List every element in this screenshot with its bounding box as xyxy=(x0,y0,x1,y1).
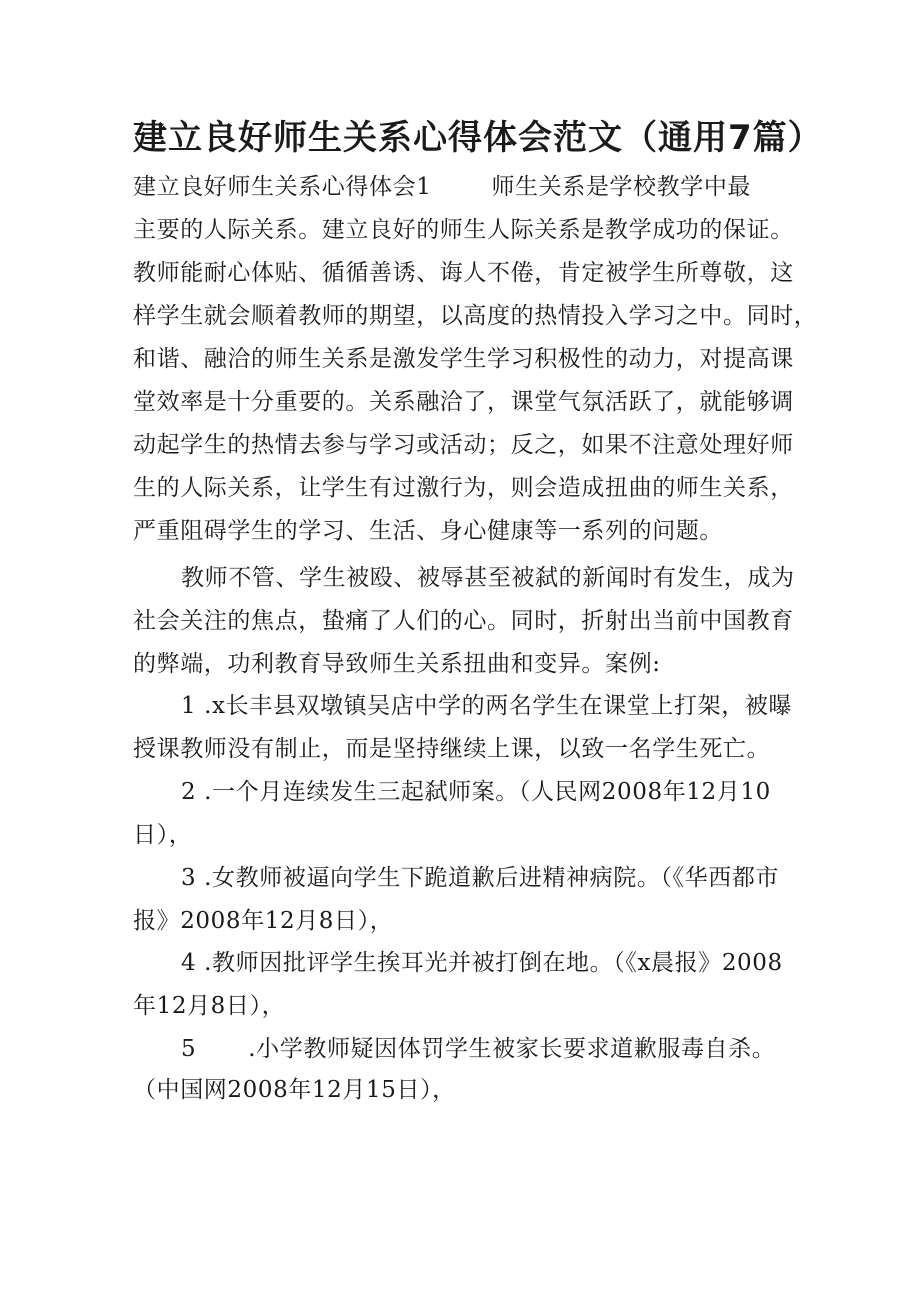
list-item-line: 日）， xyxy=(133,822,193,848)
paragraph-line: 教师不管、学生被殴、被辱甚至被弑的新闻时有发生，成为 xyxy=(181,565,795,591)
paragraph-line: 的弊端，功利教育导致师生关系扭曲和变异。案例: xyxy=(133,651,661,677)
list-number: 5 xyxy=(181,1036,197,1062)
paragraph-line: 教师能耐心体贴、循循善诱、诲人不倦，肯定被学生所尊敬，这 xyxy=(133,260,794,286)
list-item-line: 报》2008年12月8日）， xyxy=(133,908,394,934)
list-item-line: 授课教师没有制止，而是坚持继续上课，以致一名学生死亡。 xyxy=(133,736,771,762)
list-item-line: 2 .一个月连续发生三起弑师案。（人民网2008年12月10 xyxy=(181,779,771,805)
paragraph-line: 样学生就会顺着教师的期望，以高度的热情投入学习之中。同时， xyxy=(133,303,818,329)
paragraph-line: 严重阻碍学生的学习、生活、身心健康等一系列的问题。 xyxy=(133,518,723,544)
section-heading: 建立良好师生关系心得体会1 xyxy=(133,174,432,200)
list-item-line: 4 .教师因批评学生挨耳光并被打倒在地。（《x晨报》2008 xyxy=(181,950,783,976)
document-title: 建立良好师生关系心得体会范文（通用7篇） xyxy=(133,118,823,158)
list-item-line: 年12月8日）， xyxy=(133,993,286,1019)
paragraph-line: 生的人际关系，让学生有过激行为，则会造成扭曲的师生关系， xyxy=(133,475,794,501)
paragraph-line: 社会关注的焦点，蛰痛了人们的心。同时，折射出当前中国教育 xyxy=(133,608,794,634)
list-item-line: （中国网2008年12月15日）， xyxy=(133,1077,456,1103)
list-item-line: 1 .x长丰县双墩镇吴店中学的两名学生在课堂上打架，被曝 xyxy=(181,693,793,719)
paragraph-line: 动起学生的热情去参与学习或活动；反之，如果不注意处理好师 xyxy=(133,432,794,458)
paragraph-line: 主要的人际关系。建立良好的师生人际关系是教学成功的保证。 xyxy=(133,217,794,243)
paragraph-line: 和谐、融洽的师生关系是激发学生学习积极性的动力，对提高课 xyxy=(133,346,794,372)
list-item-line xyxy=(181,1031,775,1067)
paragraph-line: 堂效率是十分重要的。关系融洽了，课堂气氛活跃了，就能够调 xyxy=(133,389,794,415)
list-item-text: .小学教师疑因体罚学生被家长要求道歉服毒自杀。 xyxy=(248,1036,776,1062)
first-line-text: 师生关系是学校教学中最 xyxy=(491,174,752,200)
list-item-line: 3 .女教师被逼向学生下跪道歉后进精神病院。（《华西都市 xyxy=(181,865,780,891)
first-line xyxy=(133,169,751,205)
